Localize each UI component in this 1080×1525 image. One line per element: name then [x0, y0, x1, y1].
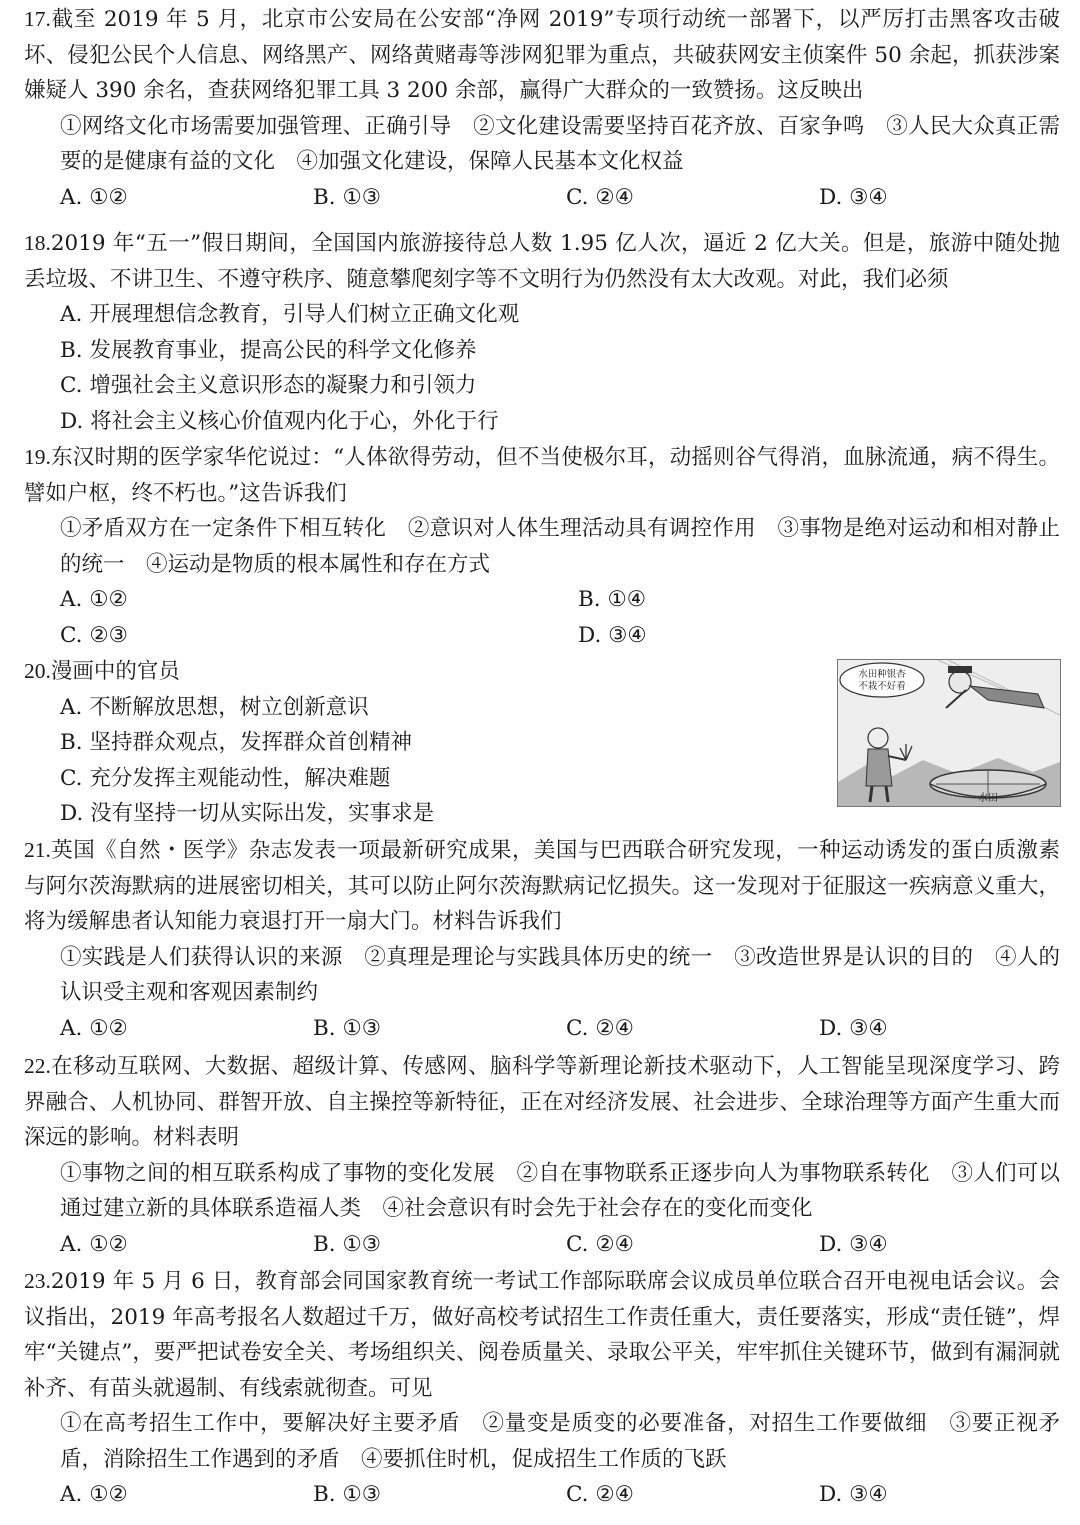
- option-d[interactable]: D. 将社会主义核心价值观内化于心，外化于行: [60, 408, 499, 434]
- option-b[interactable]: B. 发展教育事业，提高公民的科学文化修养: [60, 337, 477, 363]
- option-a[interactable]: A. 不断解放思想，树立创新意识: [60, 694, 369, 720]
- option-d[interactable]: D. ③④: [819, 184, 888, 210]
- question-23: [24, 1264, 1060, 1513]
- question-stem: 20.漫画中的官员: [24, 659, 180, 684]
- option-c[interactable]: C. ②④: [566, 1015, 634, 1041]
- question-19: [24, 440, 1060, 653]
- question-options: [24, 1477, 1060, 1513]
- option-d[interactable]: D. ③④: [819, 1015, 888, 1041]
- option-b[interactable]: B. ①③: [313, 1482, 382, 1507]
- question-22: [24, 1049, 1060, 1262]
- option-a[interactable]: A. 开展理想信念教育，引导人们树立正确文化观: [60, 302, 520, 327]
- question-18: [24, 226, 1060, 439]
- option-b[interactable]: B. ①③: [313, 1231, 382, 1257]
- bubble-line-1: 水田种银杏: [858, 669, 906, 680]
- option-b[interactable]: B. 坚持群众观点，发挥群众首创精神: [60, 730, 412, 755]
- option-d[interactable]: D. ③④: [819, 1231, 888, 1257]
- option-d[interactable]: D. 没有坚持一切从实际出发，实事求是: [60, 801, 435, 826]
- question-options: [24, 297, 1060, 439]
- option-c[interactable]: C. ②④: [566, 1231, 634, 1257]
- option-a[interactable]: A. ①②: [60, 587, 128, 612]
- option-a[interactable]: A. ①②: [60, 184, 128, 210]
- question-17: [24, 2, 1060, 215]
- option-c[interactable]: C. 增强社会主义意识形态的凝聚力和引领力: [60, 373, 477, 398]
- option-a[interactable]: A. ①②: [60, 1015, 128, 1041]
- option-b[interactable]: B. ①③: [313, 1015, 382, 1041]
- question-options: [24, 582, 1060, 653]
- cartoon-drawing: [838, 660, 1060, 806]
- option-c[interactable]: C. ②④: [566, 184, 634, 210]
- question-statements: ①矛盾双方在一定条件下相互转化 ②意识对人体生理活动具有调控作用 ③事物是绝对运动和相对静止的统一 ④运动是物质的根本属性和存在方式: [60, 516, 1060, 577]
- question-stem: 21.英国《自然・医学》杂志发表一项最新研究成果，美国与巴西联合研究发现，一种运动诱发的蛋白质激素与阿尔茨海默病的进展密切相关，其可以防止阿尔茨海默病记忆损失。这一发现对于征服这一疾病意义重大，将为缓解患者认知能力衰退打开一扇大门。材料告诉我们: [24, 838, 1060, 934]
- cartoon-image: [837, 659, 1061, 807]
- option-a[interactable]: A. ①②: [60, 1482, 128, 1507]
- option-c[interactable]: C. ②③: [60, 622, 128, 648]
- option-c[interactable]: C. 充分发挥主观能动性，解决难题: [60, 765, 391, 791]
- question-stem: 23.2019 年 5 月 6 日，教育部会同国家教育统一考试工作部际联席会议成员单位联合召开电视电话会议。会议指出，2019 年高考报名人数超过千万，做好高校考试招生工作责任重大，责任要落实，形成“责任链”，焊牢“关键点”，要严把试卷安全关、考场组织关、阅卷质量关、录取公平关，牢牢抓住关键环节，做到有漏洞就补齐、有苗头就遏制、有线索就彻查。可见: [24, 1269, 1060, 1401]
- question-statements: ①在高考招生工作中，要解决好主要矛盾 ②量变是质变的必要准备，对招生工作要做细 ③要正视矛盾，消除招生工作遇到的矛盾 ④要抓住时机，促成招生工作质的飞跃: [60, 1411, 1060, 1472]
- question-options: [24, 180, 1060, 216]
- option-c[interactable]: C. ②④: [566, 1482, 634, 1507]
- question-options: [24, 1011, 1060, 1047]
- option-d[interactable]: D. ③④: [578, 622, 647, 648]
- option-b[interactable]: B. ①③: [313, 184, 382, 210]
- cartoon-label: 水田: [978, 793, 998, 804]
- question-stem: 18.2019 年“五一”假日期间，全国国内旅游接待总人数 1.95 亿人次，逼近 2 亿大关。但是，旅游中随处抛丢垃圾、不讲卫生、不遵守秩序、随意攀爬刻字等不文明行为仍然没有太大改观。对此，我们必须: [24, 231, 1060, 292]
- question-stem: 19.东汉时期的医学家华佗说过：“人体欲得劳动，但不当使极尔耳，动摇则谷气得消，血脉流通，病不得生。譬如户枢，终不朽也。”这告诉我们: [24, 445, 1060, 506]
- option-b[interactable]: B. ①④: [578, 587, 647, 612]
- question-options: [24, 1227, 1060, 1263]
- option-a[interactable]: A. ①②: [60, 1231, 128, 1257]
- question-statements: ①实践是人们获得认识的来源 ②真理是理论与实践具体历史的统一 ③改造世界是认识的目的 ④人的认识受主观和客观因素制约: [60, 944, 1060, 1005]
- question-statements: ①网络文化市场需要加强管理、正确引导 ②文化建设需要坚持百花齐放、百家争鸣 ③人民大众真正需要的是健康有益的文化 ④加强文化建设，保障人民基本文化权益: [60, 113, 1060, 174]
- bubble-line-2: 不栽不好看: [858, 681, 906, 692]
- question-stem: 17.截至 2019 年 5 月，北京市公安局在公安部“净网 2019”专项行动统一部署下，以严厉打击黑客攻击破坏、侵犯公民个人信息、网络黑产、网络黄赌毒等涉网犯罪为重点，共破获网安主侦案件 50 余起，抓获涉案嫌疑人 390 余名，查获网络犯罪工具 3 200 余部，赢得广大群众的一致赞扬。这反映出: [24, 7, 1060, 103]
- question-21: [24, 833, 1060, 1046]
- option-d[interactable]: D. ③④: [819, 1482, 888, 1507]
- question-stem: 22.在移动互联网、大数据、超级计算、传感网、脑科学等新理论新技术驱动下，人工智能呈现深度学习、跨界融合、人机协同、群智开放、自主操控等新特征，正在对经济发展、社会进步、全球治理等方面产生重大而深远的影响。材料表明: [24, 1054, 1060, 1150]
- question-statements: ①事物之间的相互联系构成了事物的变化发展 ②自在事物联系正逐步向人为事物联系转化 ③人们可以通过建立新的具体联系造福人类 ④社会意识有时会先于社会存在的变化而变化: [60, 1160, 1060, 1221]
